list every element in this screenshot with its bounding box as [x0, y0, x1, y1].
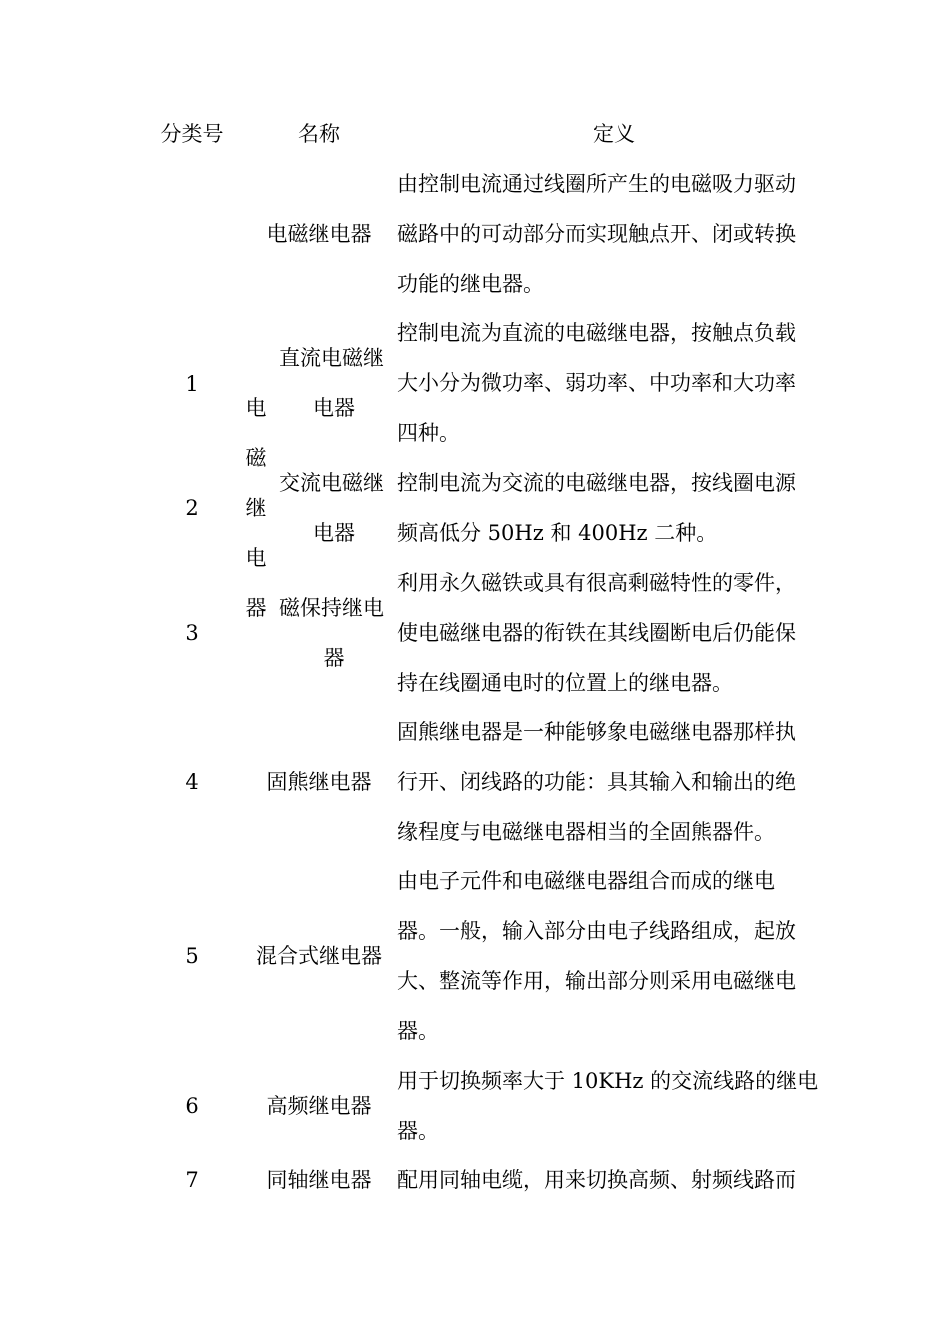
row-name: 高频继电器 [266, 1094, 372, 1118]
row-name: 磁保持继电 [279, 596, 384, 620]
row-definition-line: 四种。 [397, 421, 460, 445]
row-definition-line: 由电子元件和电磁继电器组合而成的继电 [397, 869, 775, 893]
row-name: 直流电磁继 [279, 346, 384, 370]
row-number: 4 [185, 770, 199, 794]
row-definition-line: 大、整流等作用，输出部分则采用电磁继电 [397, 969, 796, 993]
row-number: 5 [185, 944, 199, 968]
row-definition-line: 固熊继电器是一种能够象电磁继电器那样执 [397, 720, 796, 744]
row-definition-line: 行开、闭线路的功能：具其输入和输出的绝 [397, 770, 796, 794]
group-label-char: 磁 [245, 446, 267, 470]
row-definition-line: 器。一般，输入部分由电子线路组成，起放 [397, 919, 796, 943]
header-col-definition: 定义 [593, 122, 635, 146]
row-definition-line: 大小分为微功率、弱功率、中功率和大功率 [397, 371, 796, 395]
group-label-char: 电 [245, 546, 267, 570]
row-definition-line: 磁路中的可动部分而实现触点开、闭或转换 [397, 222, 796, 246]
row-definition-line: 使电磁继电器的衔铁在其线圈断电后仍能保 [397, 621, 796, 645]
row-number: 3 [185, 621, 199, 645]
row-definition-line: 器。 [397, 1019, 439, 1043]
row-definition-line: 控制电流为直流的电磁继电器，按触点负载 [397, 321, 796, 345]
row-number: 1 [185, 372, 199, 396]
group-label-char: 器 [245, 596, 267, 620]
row-definition-line: 利用永久磁铁或具有很高剩磁特性的零件， [397, 571, 796, 595]
row-number: 6 [185, 1094, 199, 1118]
row-definition-line: 器。 [397, 1119, 439, 1143]
row-number: 7 [185, 1168, 199, 1192]
group-label-char: 电 [245, 396, 267, 420]
row-name: 同轴继电器 [266, 1168, 372, 1192]
row-definition-line: 缘程度与电磁继电器相当的全固熊器件。 [397, 820, 775, 844]
row-name: 固熊继电器 [266, 770, 372, 794]
row-name: 混合式继电器 [256, 944, 382, 968]
row-name: 电器 [313, 396, 355, 420]
row-definition-line: 用于切换频率大于 10KHz 的交流线路的继电 [397, 1069, 819, 1093]
row-name: 交流电磁继 [279, 471, 384, 495]
header-col-number: 分类号 [160, 122, 224, 146]
row-name: 电器 [313, 521, 355, 545]
row-number: 2 [185, 496, 199, 520]
row-name: 电磁继电器 [266, 222, 372, 246]
row-definition-line: 控制电流为交流的电磁继电器，按线圈电源 [397, 471, 796, 495]
row-definition-line: 持在线圈通电时的位置上的继电器。 [397, 671, 733, 695]
row-definition-line: 功能的继电器。 [397, 272, 544, 296]
row-definition-line: 由控制电流通过线圈所产生的电磁吸力驱动 [397, 172, 796, 196]
row-definition-line: 配用同轴电缆，用来切换高频、射频线路而 [397, 1168, 796, 1192]
row-name: 器 [323, 646, 345, 670]
row-definition-line: 频高低分 50Hz 和 400Hz 二种。 [397, 521, 718, 545]
group-label-char: 继 [245, 496, 267, 520]
header-col-name: 名称 [298, 122, 340, 146]
